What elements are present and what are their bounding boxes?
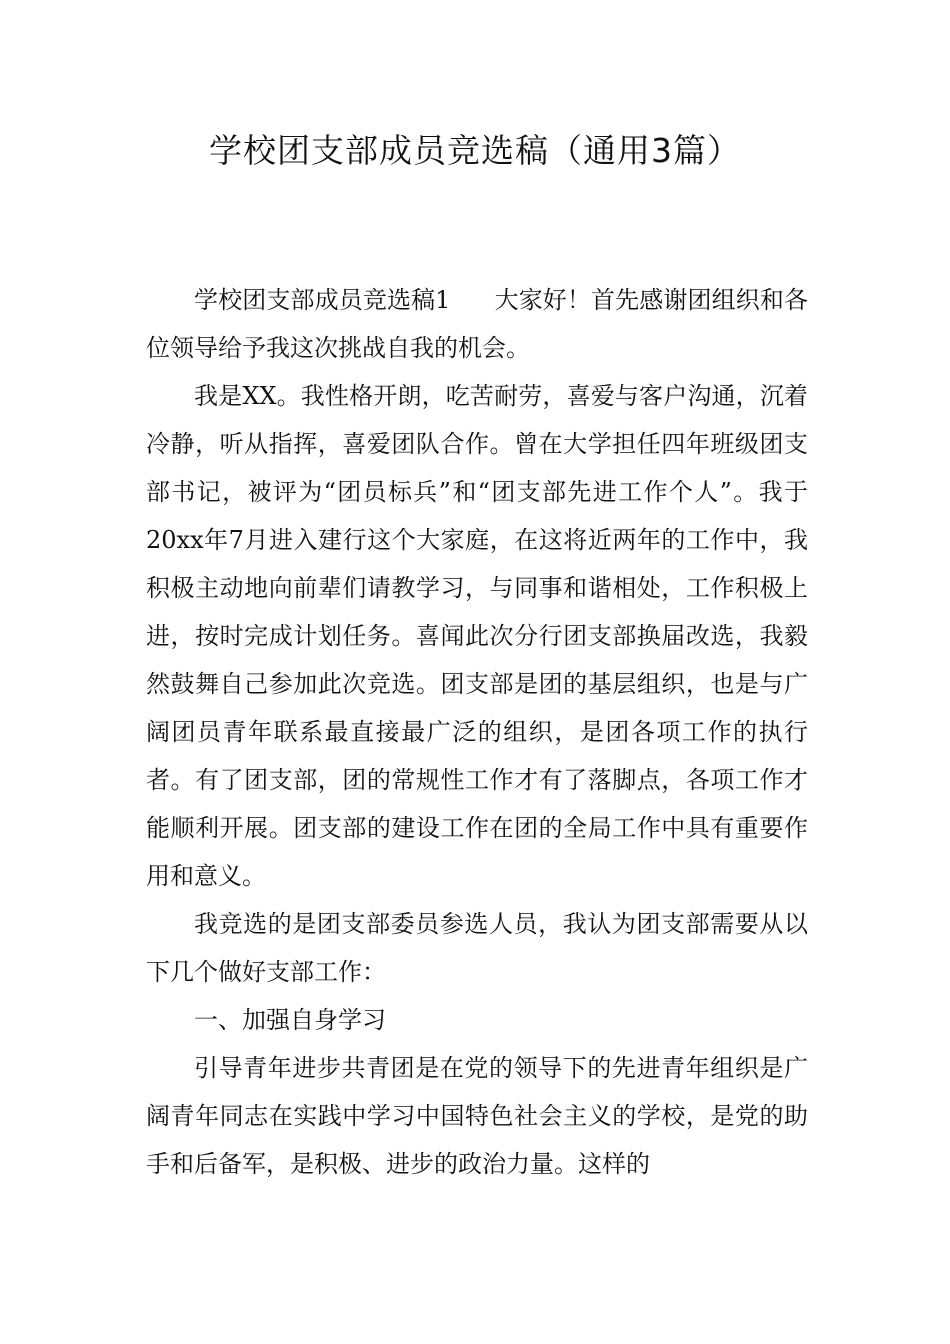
greeting-text: 大家好！首先感谢团组织和各位领导给予我这次挑战自我的机会。	[146, 286, 808, 362]
paragraph-intro	[146, 276, 808, 372]
document-body	[146, 276, 808, 1188]
paragraph-self-introduction: 我是XX。我性格开朗，吃苦耐劳，喜爱与客户沟通，沉着冷静，听从指挥，喜爱团队合作。曾在大学担任四年班级团支部书记，被评为“团员标兵”和“团支部先进工作个人”。我于20xx年7月进入建行这个大家庭，在这将近两年的工作中，我积极主动地向前辈们请教学习，与同事和谐相处，工作积极上进，按时完成计划任务。喜闻此次分行团支部换届改选，我毅然鼓舞自己参加此次竞选。团支部是团的基层组织，也是与广阔团员青年联系最直接最广泛的组织，是团各项工作的执行者。有了团支部，团的常规性工作才有了落脚点，各项工作才能顺利开展。团支部的建设工作在团的全局工作中具有重要作用和意义。	[146, 382, 808, 890]
subheading-strengthen-study: 一、加强自身学习	[194, 1006, 386, 1034]
section-heading: 学校团支部成员竞选稿1	[194, 286, 451, 314]
paragraph-candidacy: 我竞选的是团支部委员参选人员，我认为团支部需要从以下几个做好支部工作：	[146, 910, 808, 986]
document-title: 学校团支部成员竞选稿（通用3篇）	[209, 131, 741, 170]
paragraph-guide-youth: 引导青年进步共青团是在党的领导下的先进青年组织是广阔青年同志在实践中学习中国特色社会主义的学校，是党的助手和后备军，是积极、进步的政治力量。这样的	[146, 1054, 808, 1178]
